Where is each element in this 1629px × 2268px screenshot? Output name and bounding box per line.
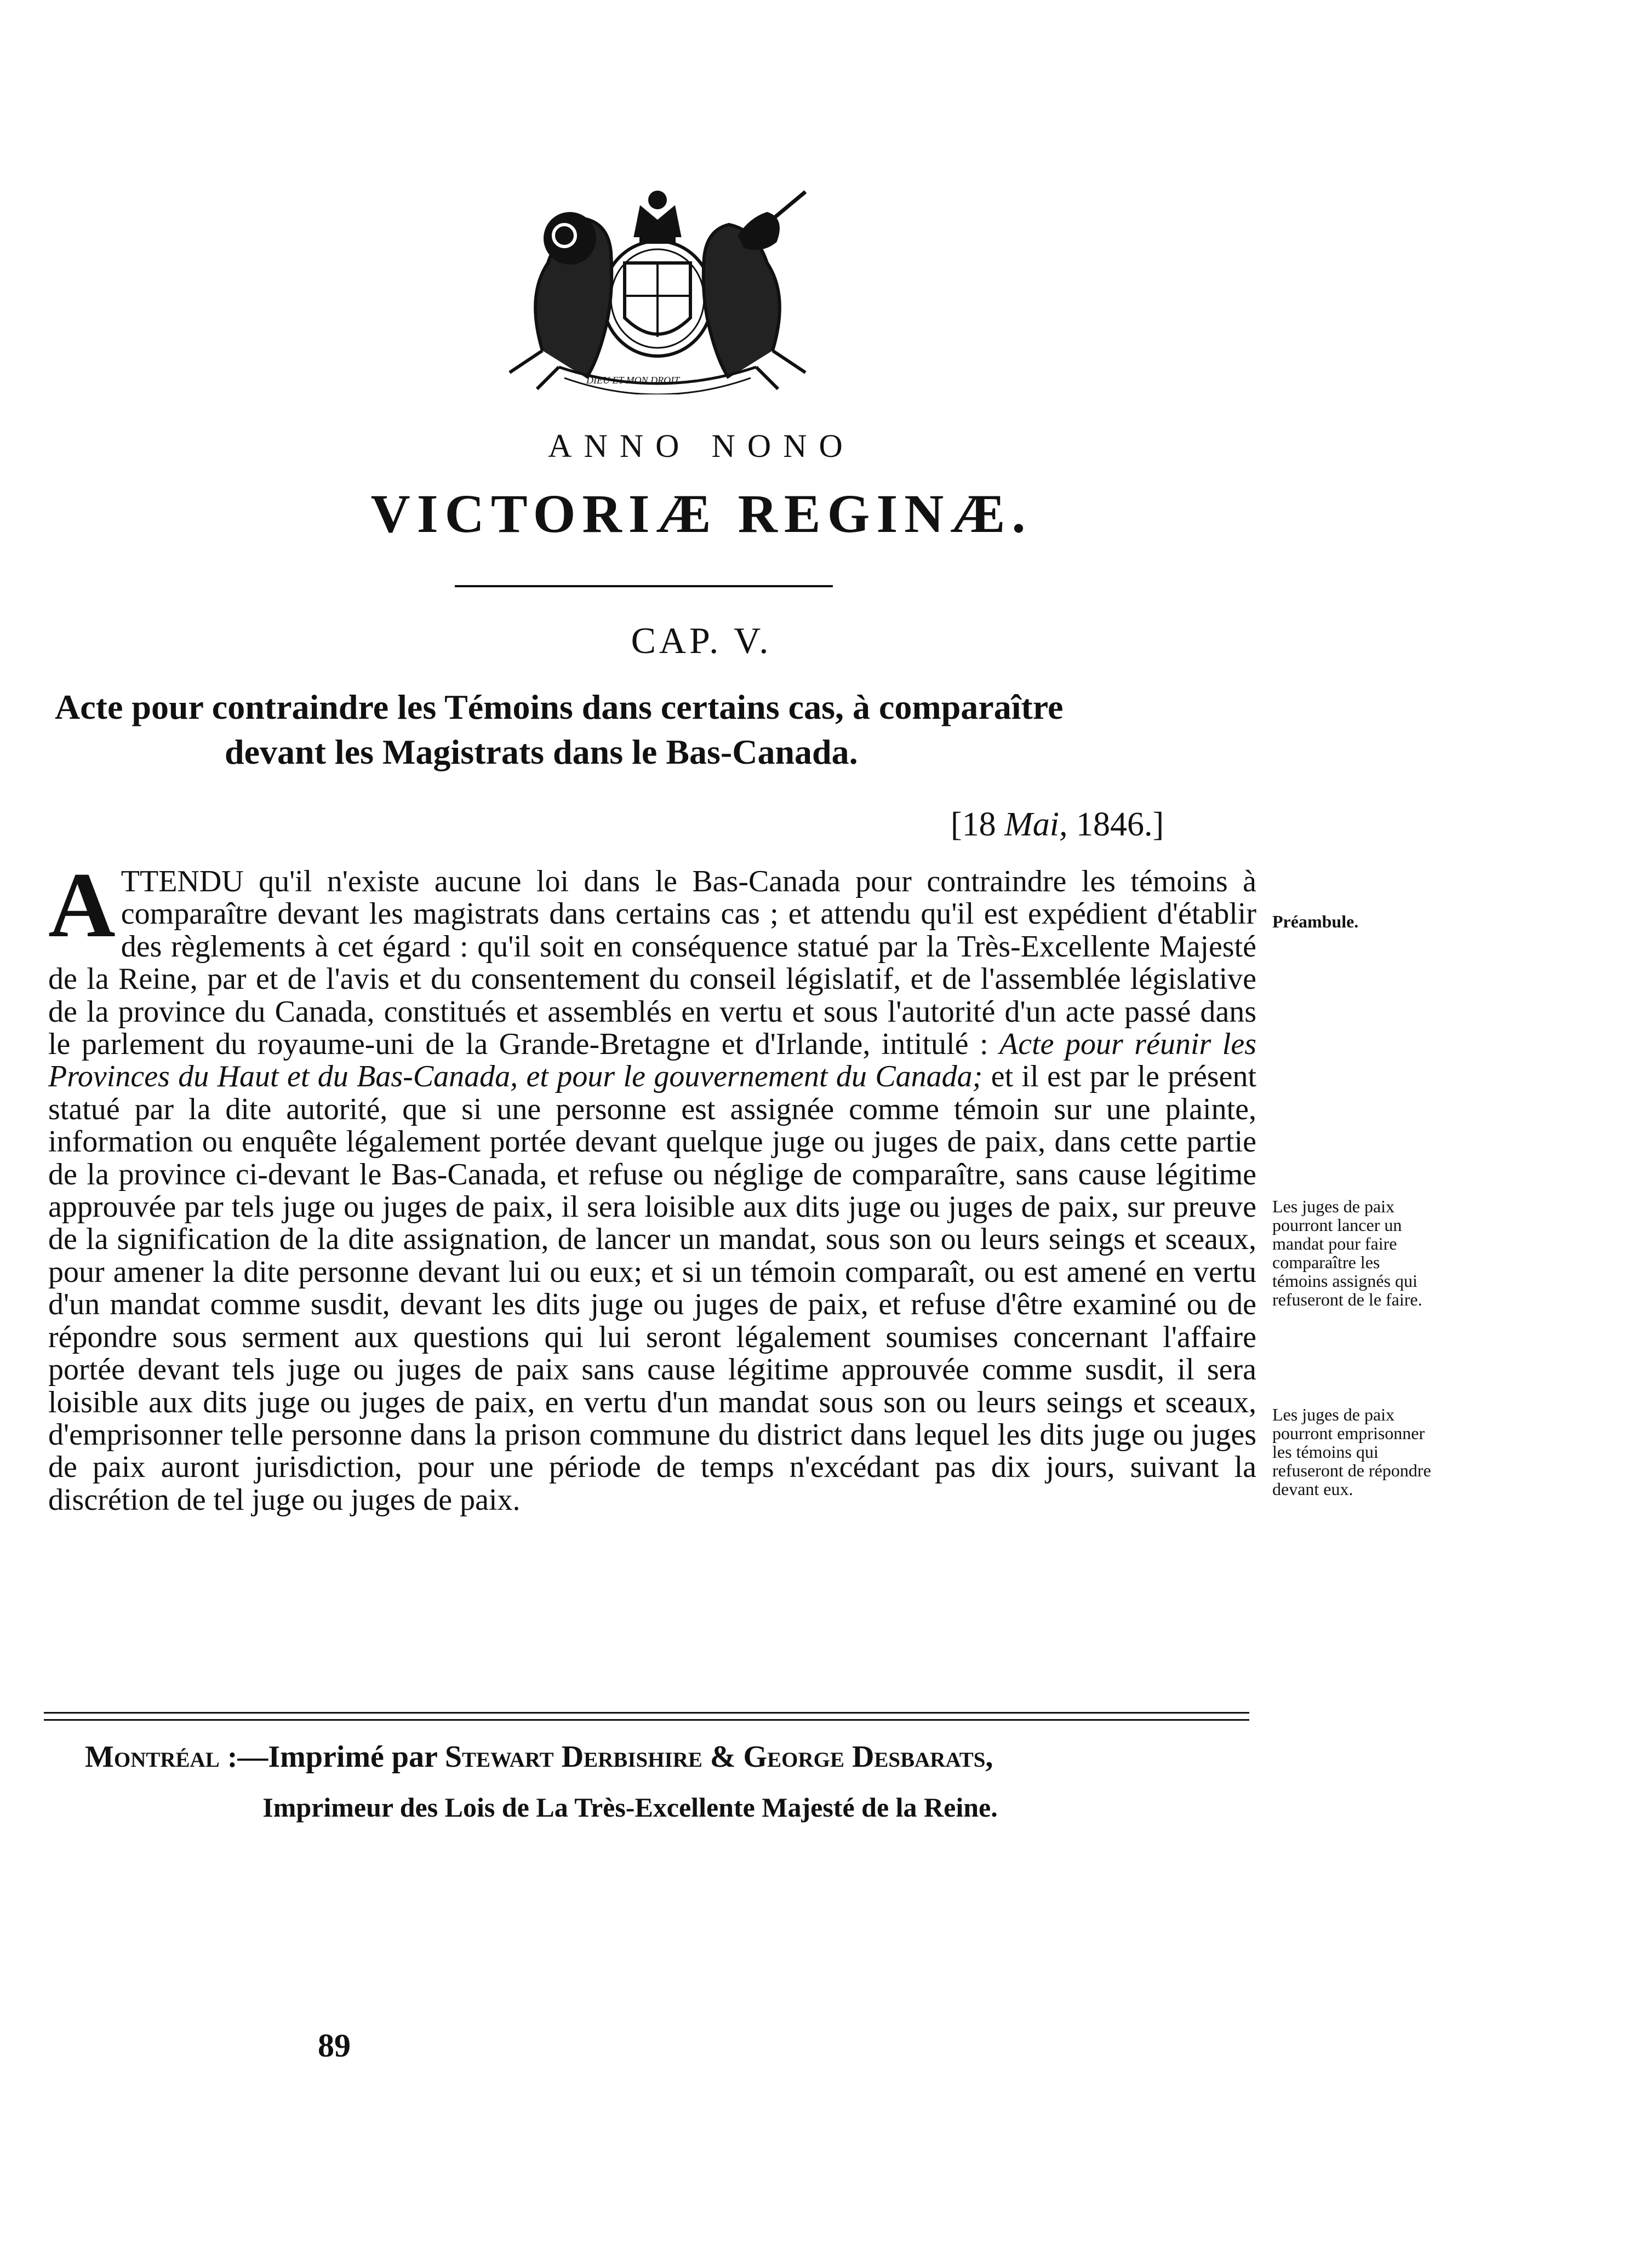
imprint-printer1: Stewart Derbishire — [444, 1740, 702, 1774]
page-number: 89 — [318, 2028, 351, 2064]
body-part2: et il est par le présent statué par la dite autorité, que si une personne est assignée comme témoin sur une plainte, information ou enquête légalement portée devant quelque juge ou juges de paix, dans cette partie de la province ci-devant le Bas-Canada, et refuse ou néglige de comparaître, sans cause légitime approuvée par tels juge ou juges de paix, il sera loisible aux dits juge ou juges de paix, sur preuve de la signification de la dite assignation, de lancer un mandat, sous son ou leurs seings et sceaux, pour amener la dite personne devant lui ou eux; et si un témoin comparaît, ou est amené en vertu d'un mandat comme susdit, devant les dits juge ou juges de paix, et refuse d'être examiné ou de répondre sous serment aux questions qui lui seront légalement soumises concernant l'affaire portée devant tels juge ou juges de paix sans cause légitime approuvée comme susdit, il sera loisible aux dits juge ou juges de paix, en vertu d'un mandat sous son ou leurs seings et sceaux, d'emprisonner telle personne dans la prison commune du district dans lequel les dits juge ou juges de paix auront jurisdiction, pour une période de temps n'excédant pas dix jours, suivant la discrétion de tel juge ou juges de paix. — [48, 1059, 1257, 1517]
imprint-printer2: George Desbarats, — [743, 1740, 993, 1774]
act-title — [55, 685, 1288, 775]
imprint-city: Montréal — [85, 1740, 220, 1774]
drop-cap: A — [48, 854, 116, 957]
regina-heading: VICTORIÆ REGINÆ. — [370, 483, 1032, 544]
chapter-heading: CAP. V. — [631, 620, 772, 661]
imprint-line1 — [85, 1739, 993, 1774]
royal-coat-of-arms — [477, 186, 838, 394]
act-title-line1: Acte pour contraindre les Témoins dans certains cas, à comparaître — [55, 688, 1064, 726]
date-close: 1846.] — [1067, 806, 1164, 843]
imprint-text: :—Imprimé par — [219, 1740, 445, 1774]
motto-text: DIEU ET MON DROIT — [586, 375, 680, 386]
footer-double-rule — [44, 1712, 1249, 1721]
act-date — [951, 805, 1164, 844]
heading-rule — [455, 585, 833, 587]
body-italic-act-title: Acte pour réunir les Provinces du Haut et du Bas-Canada, et pour le gouvernement du Canada; — [48, 1027, 1256, 1094]
body-part1: TTENDU qu'il n'existe aucune loi dans le Bas-Canada pour contraindre les témoins à comparaître devant les magistrats dans certains cas ; et attendu qu'il est expédient d'établir des règlements à cet égard : qu'il soit en conséquence statué par la Très-Excellente Majesté de la Reine, par et de l'avis et du consentement du conseil législatif, et de l'assemblée législative de la province du Canada, constitués et assemblés en vertu et sous l'autorité d'un acte passé dans le parlement du royaume-uni de la Grande-Bretagne et d'Irlande, intitulé : — [48, 864, 1256, 1062]
margin-note-mandat: Les juges de paix pourront lancer un mandat pour faire comparaître les témoins assignés qui refuseront de le faire. — [1272, 1196, 1422, 1309]
margin-note-preambule: Préambule. — [1272, 912, 1359, 931]
imprint-line2: Imprimeur des Lois de La Très-Excellente Majesté de la Reine. — [262, 1792, 998, 1823]
imprint-amp: & — [702, 1740, 744, 1774]
act-title-line2: devant les Magistrats dans le Bas-Canada. — [225, 732, 858, 771]
date-month: Mai, — [1004, 806, 1068, 843]
date-open: [18 — [951, 806, 1005, 843]
margin-note-emprisonner: Les juges de paix pourront emprisonner les témoins qui refuseront de répondre devant eux. — [1272, 1405, 1431, 1499]
anno-heading: ANNO NONO — [548, 428, 855, 464]
act-body — [48, 854, 1257, 1517]
